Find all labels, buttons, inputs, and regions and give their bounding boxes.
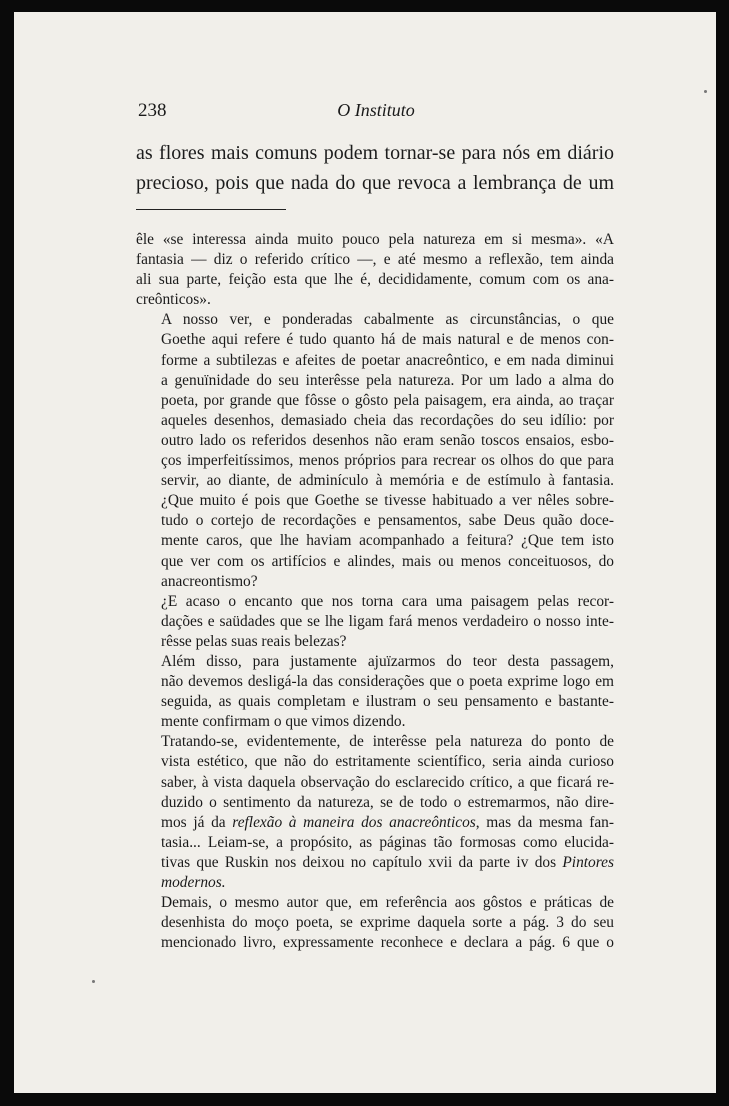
text-line: tudo o cortejo de recordações e pensamentos, sabe Deus quão doce- [161, 512, 614, 530]
text-line: A nosso ver, e ponderadas cabalmente as circunstâncias, o que [161, 311, 614, 329]
text-line: a genuïnidade do seu interêsse pela natureza. Por um lado a alma do [161, 371, 614, 389]
text-line: fantasia — diz o referido crítico —, e até mesmo a reflexão, tem ainda [136, 251, 614, 269]
italic-book-title: Pintores [562, 853, 614, 871]
footnote-separator [136, 209, 286, 210]
text-line: servir, ao diante, de adminículo à memória e de estímulo à fantasia. [161, 472, 614, 490]
text-line: que ver com os artifícios e alindes, mais ou menos conceituosos, do [161, 552, 614, 570]
scan-speck [704, 90, 707, 93]
text-line [136, 853, 614, 873]
text-line: Além disso, para justamente ajuïzarmos do teor desta passagem, [161, 652, 614, 670]
text-segment: tivas que Ruskin nos deixou no capítulo xvii da parte iv dos [161, 853, 563, 871]
text-line: êle «se interessa ainda muito pouco pela natureza em si mesma». «A [136, 231, 614, 248]
italic-phrase: reflexão à maneira dos anacreônticos [232, 813, 476, 831]
text-line: Tratando-se, evidentemente, de interêsse pela natureza do ponto de [161, 733, 614, 751]
text-line: outro lado os referidos desenhos não eram senão toscos ensaios, esbo- [161, 431, 614, 449]
text-line: ali sua parte, feição esta que lhe é, decididamente, comum com os ana- [136, 271, 614, 289]
italic-book-title: modernos. [161, 874, 226, 891]
text-segment: , mas da mesma fan- [475, 813, 614, 831]
text-line: poeta, por grande que fôsse o gôsto pela paisagem, era ainda, ao traçar [161, 391, 614, 409]
text-line: dações e saüdades que se lhe ligam fará menos verdadeiro o nosso inte- [161, 612, 614, 630]
text-line: ços imperfeitíssimos, menos próprios para recrear os olhos do que para [161, 452, 614, 470]
footnote-paragraph [136, 310, 614, 591]
text-line: mente confirmam o que vimos dizendo. [161, 713, 406, 731]
main-text [136, 138, 614, 198]
text-line: forme a subtilezas e afeites de poetar anacreôntico, e em nada diminui [161, 351, 614, 369]
text-line [136, 873, 614, 893]
footnote-paragraph [136, 893, 614, 953]
text-line: tasia... Leiam-se, a propósito, as páginas tão formosas como elucida- [161, 833, 614, 851]
page-number: 238 [138, 100, 167, 121]
footnote-paragraph [136, 592, 614, 652]
footnote [136, 230, 614, 953]
text-line: anacreontismo? [161, 572, 258, 590]
text-line: ¿Que muito é pois que Goethe se tivesse habituado a ver nêles sobre- [161, 492, 614, 510]
footnote-paragraph [136, 230, 614, 310]
footnote-paragraph [136, 652, 614, 732]
text-line: rêsse pelas suas reais belezas? [161, 632, 347, 650]
text-line: não devemos desligá-la das considerações que o poeta exprime logo em [161, 673, 614, 691]
book-page [14, 12, 716, 1093]
text-line: saber, à vista daquela observação do esclarecido crítico, a que ficará re- [161, 773, 614, 791]
text-line: as flores mais comuns podem tornar-se para nós em diário [136, 142, 614, 164]
scan-speck [92, 980, 95, 983]
text-line: Goethe aqui refere é tudo quanto há de mais natural e de menos con- [161, 331, 614, 349]
text-line: aqueles desenhos, demasiado cheia das recordações do seu idílio: por [161, 411, 614, 429]
text-line: mencionado livro, expressamente reconhece e declara a pág. 6 que o [161, 934, 614, 952]
text-line: duzido o sentimento da natureza, se de todo o estremarmos, não dire- [161, 793, 614, 811]
text-segment: mos já da [161, 813, 233, 831]
footnote-paragraph [136, 732, 614, 893]
page-header [138, 100, 614, 126]
running-title: O Instituto [337, 100, 415, 120]
text-line: precioso, pois que nada do que revoca a lembrança de um [136, 172, 614, 194]
text-line: vista estético, que não do estritamente scientífico, seria ainda curioso [161, 753, 614, 771]
text-line: Demais, o mesmo autor que, em referência aos gôstos e práticas de [161, 894, 614, 912]
text-line: seguida, as quais completam e ilustram o seu pensamento e bastante- [161, 693, 614, 711]
text-line: ¿E acaso o encanto que nos torna cara uma paisagem pelas recor- [161, 592, 614, 610]
text-line: mente caros, que lhe haviam acompanhado a feitura? ¿Que tem isto [161, 532, 614, 550]
text-line: creônticos». [136, 291, 211, 309]
text-line [136, 813, 614, 833]
text-line: desenhista do moço poeta, se exprime daquela sorte a pág. 3 do seu [161, 914, 614, 932]
